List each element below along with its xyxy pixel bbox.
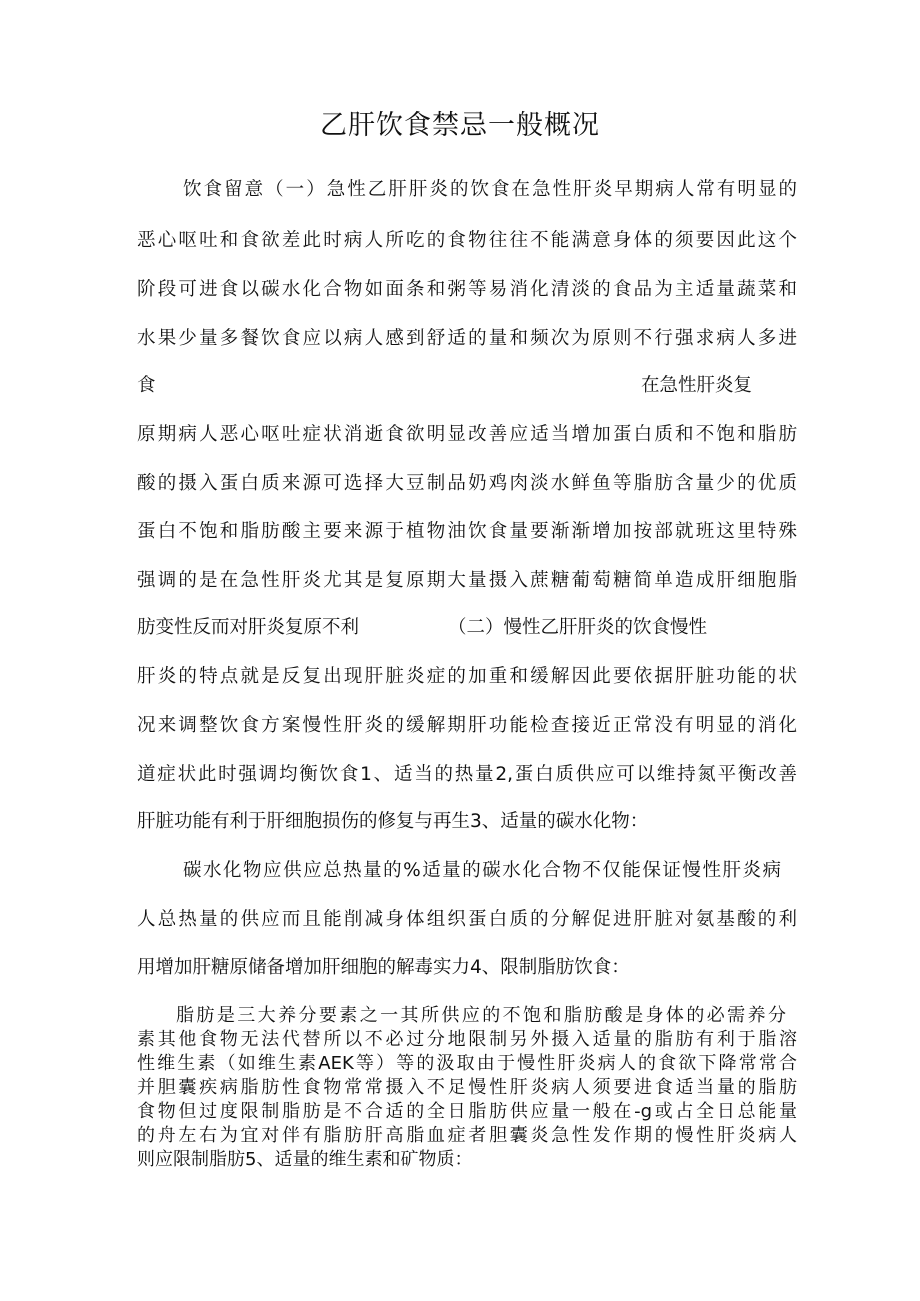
text-line: 况来调整饮食方案慢性肝炎的缓解期肝功能检查接近正常没有明显的消化 [137,715,797,736]
text-line: 并胆囊疾病脂肪性食物常常摄入不足慢性肝炎病人须要进食适当量的脂肪 [137,1077,797,1098]
text-line: （二）慢性乙肝肝炎的饮食慢性 [448,617,708,638]
text-line: 脂肪是三大养分要素之一其所供应的不饱和脂肪酸是身体的必需养分 [176,1005,786,1026]
text-line: 肝炎的特点就是反复出现肝脏炎症的加重和缓解因此要依据肝脏功能的状 [137,666,797,687]
text-line: 道症状此时强调均衡饮食1、适当的热量2,蛋白质供应可以维持氮平衡改善 [137,764,797,785]
text-line: 用增加肝糖原储备增加肝细胞的解毒实力4、限制脂肪饮食： [137,957,630,978]
text-line: 恶心呕吐和食欲差此时病人所吃的食物往往不能满意身体的须要因此这个 [137,230,797,251]
page-title: 乙肝饮食禁忌一般概况 [320,110,600,141]
text-line: 人总热量的供应而且能削减身体组织蛋白质的分解促进肝脏对氨基酸的利 [137,909,797,930]
text-line: 肪变性反而对肝炎复原不利 [137,617,360,638]
text-line: 饮食留意（一）急性乙肝肝炎的饮食在急性肝炎早期病人常有明显的 [183,179,797,200]
text-line: 酸的摄入蛋白质来源可选择大豆制品奶鸡肉淡水鲜鱼等脂肪含量少的优质 [137,473,797,494]
text-line: 食物但过度限制脂肪是不合适的全日脂肪供应量一般在-g或占全日总能量 [137,1101,797,1122]
text-line: 肝脏功能有利于肝细胞损伤的修复与再生3、适量的碳水化物： [137,811,649,832]
text-line: 食 [137,375,156,396]
text-line: 强调的是在急性肝炎尤其是复原期大量摄入蔗糖葡萄糖简单造成肝细胞脂 [137,570,797,591]
text-line: 水果少量多餐饮食应以病人感到舒适的量和频次为原则不行强求病人多进 [137,328,797,349]
text-line: 素其他食物无法代替所以不必过分地限制另外摄入适量的脂肪有利于脂溶 [137,1029,797,1050]
text-line: 在急性肝炎复 [641,375,753,396]
text-line: 阶段可进食以碳水化合物如面条和粥等易消化清淡的食品为主适量蔬菜和 [137,279,797,300]
text-line: 蛋白不饱和脂肪酸主要来源于植物油饮食量要渐渐增加按部就班这里特殊 [137,521,797,542]
text-line: 则应限制脂肪5、适量的维生素和矿物质： [137,1149,473,1170]
text-line: 碳水化物应供应总热量的%适量的碳水化合物不仅能保证慢性肝炎病 [183,860,781,881]
text-line: 的舟左右为宜对伴有脂肪肝高脂血症者胆囊炎急性发作期的慢性肝炎病人 [137,1125,797,1146]
text-line: 性维生素（如维生素AEK等）等的汲取由于慢性肝炎病人的食欲下降常常合 [137,1053,797,1074]
text-line: 原期病人恶心呕吐症状消逝食欲明显改善应适当增加蛋白质和不饱和脂肪 [137,424,797,445]
